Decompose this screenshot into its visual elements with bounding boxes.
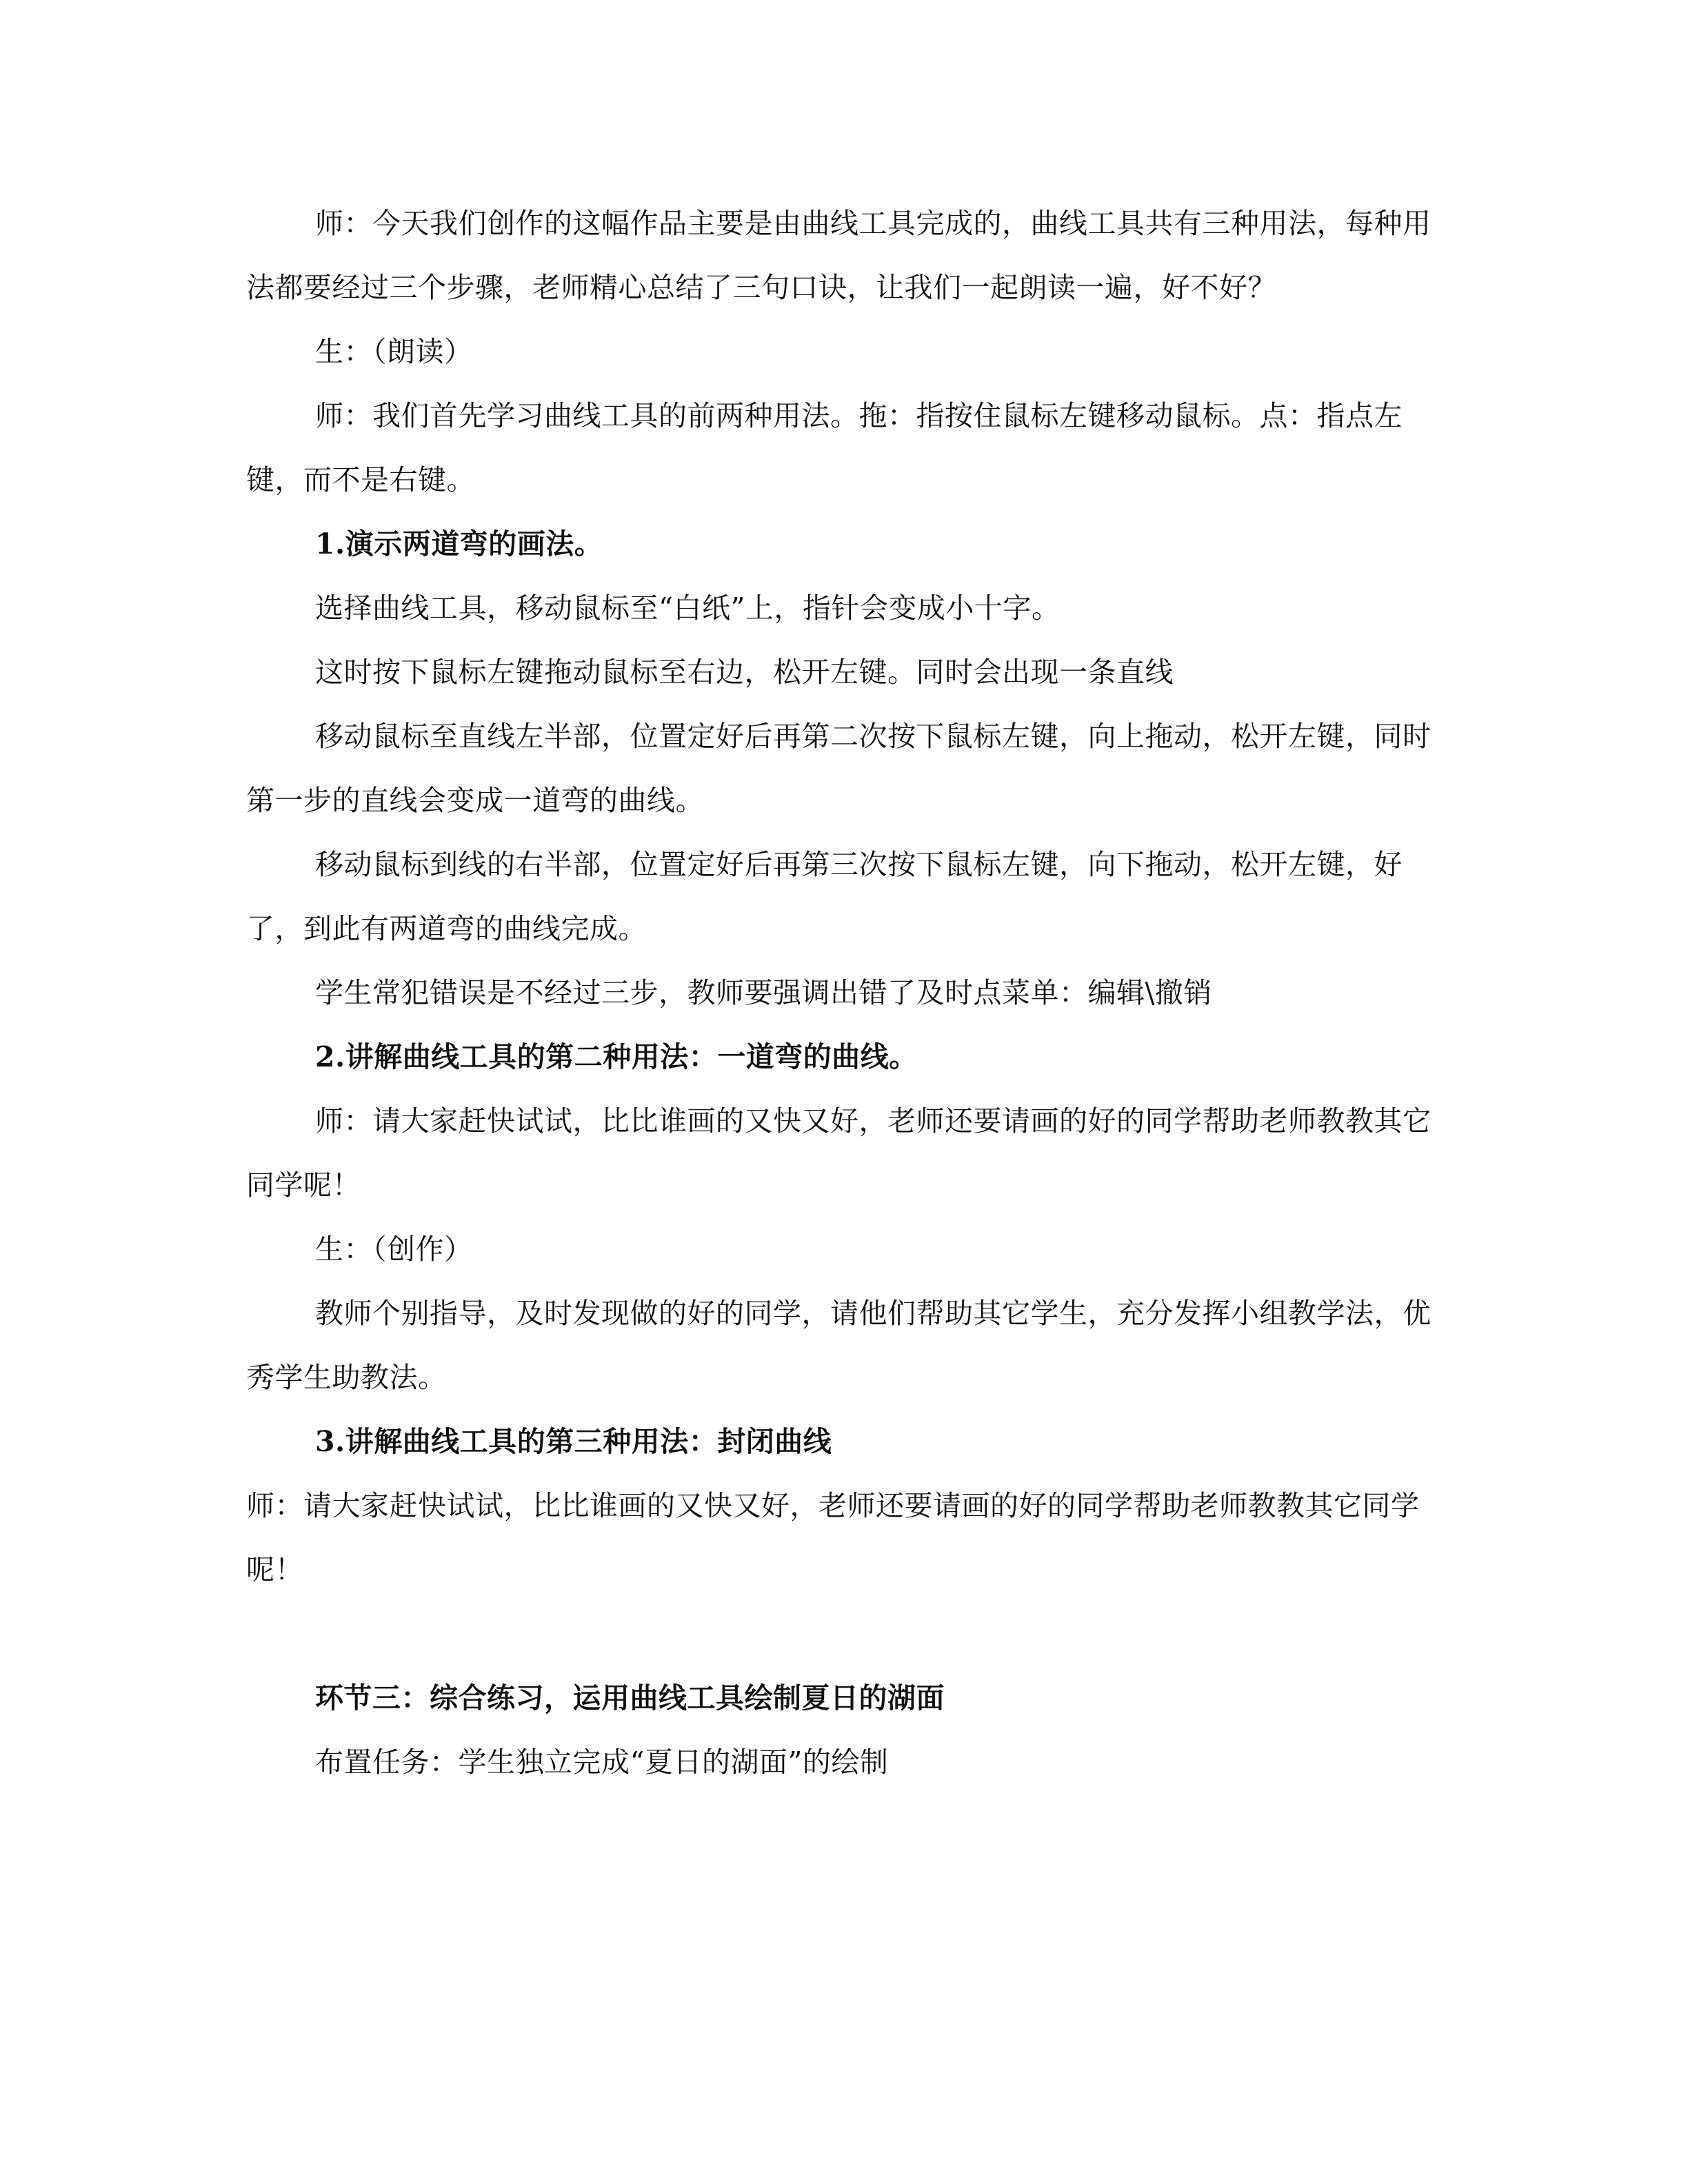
paragraph-teacher-intro: 师：今天我们创作的这幅作品主要是由曲线工具完成的，曲线工具共有三种用法，每种用法都要经过三个步骤，老师精心总结了三句口诀，让我们一起朗读一遍，好不好？: [246, 207, 1431, 304]
heading-section-three: 环节三：综合练习，运用曲线工具绘制夏日的湖面: [315, 1681, 945, 1715]
paragraph-teacher-try-again: 师：请大家赶快试试，比比谁画的又快又好，老师还要请画的好的同学帮助老师教教其它同学呢！: [246, 1489, 1420, 1586]
paragraph-drag-straight-line: 这时按下鼠标左键拖动鼠标至右边，松开左键。同时会出现一条直线: [315, 656, 1174, 689]
heading-second-use: 2.讲解曲线工具的第二种用法：一道弯的曲线。: [315, 1040, 918, 1073]
paragraph-third-click: 移动鼠标到线的右半部，位置定好后再第三次按下鼠标左键，向下拖动，松开左键，好了，到此有两道弯的曲线完成。: [246, 848, 1403, 945]
heading-third-use: 3.讲解曲线工具的第三种用法：封闭曲线: [315, 1425, 832, 1458]
heading-demo-two-bends: 1.演示两道弯的画法。: [315, 527, 603, 560]
paragraph-teacher-first-two-uses: 师：我们首先学习曲线工具的前两种用法。拖：指按住鼠标左键移动鼠标。点：指点左键，而不是右键。: [246, 399, 1403, 496]
paragraph-individual-guidance: 教师个别指导，及时发现做的好的同学，请他们帮助其它学生，充分发挥小组教学法，优秀学生助教法。: [246, 1297, 1431, 1394]
paragraph-student-create: 生：（创作）: [315, 1233, 473, 1266]
paragraph-student-reading: 生：（朗读）: [315, 335, 473, 368]
paragraph-assign-task: 布置任务：学生独立完成“夏日的湖面”的绘制: [315, 1746, 889, 1779]
paragraph-teacher-try: 师：请大家赶快试试，比比谁画的又快又好，老师还要请画的好的同学帮助老师教教其它同学呢！: [246, 1104, 1431, 1202]
paragraph-common-mistake: 学生常犯错误是不经过三步，教师要强调出错了及时点菜单：编辑\撤销: [315, 976, 1212, 1009]
document-body: [246, 192, 1456, 1794]
section-gap: [246, 1602, 1456, 1666]
paragraph-second-click: 移动鼠标至直线左半部，位置定好后再第二次按下鼠标左键，向上拖动，松开左键，同时第一步的直线会变成一道弯的曲线。: [246, 720, 1431, 817]
paragraph-select-curve-tool: 选择曲线工具，移动鼠标至“白纸”上，指针会变成小十字。: [315, 592, 1061, 625]
